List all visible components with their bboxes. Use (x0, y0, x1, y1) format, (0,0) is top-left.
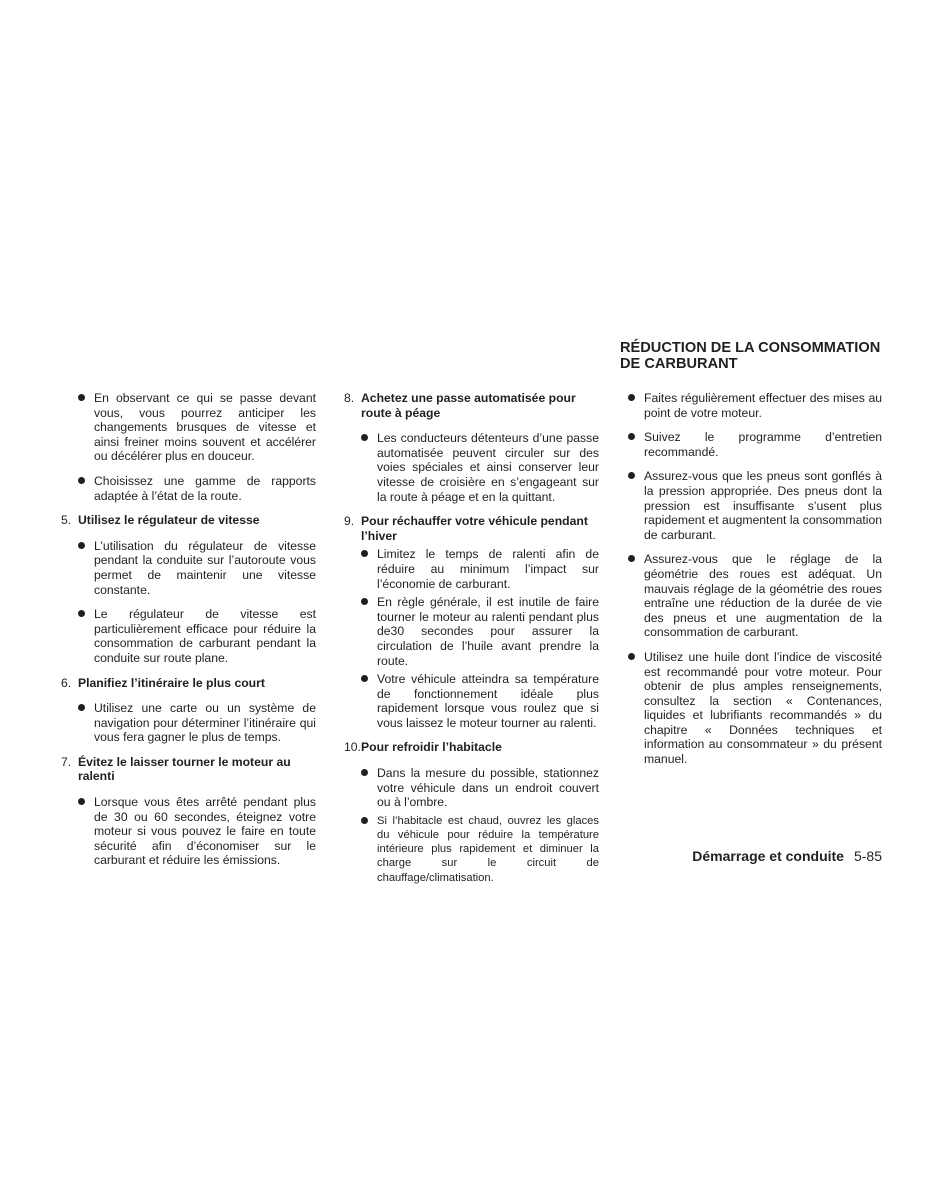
bullet-icon (628, 653, 635, 660)
bullet-item: Suivez le programme d’entretien recommandé. (628, 430, 882, 459)
bullet-item: L’utilisation du régulateur de vitesse pendant la conduite sur l’autoroute vous permet de maintenir une vitesse constante. (78, 539, 316, 597)
bullet-item: En observant ce qui se passe devant vous, vous pourrez anticiper les changements brusques de vitesse et ainsi freiner moins souvent et accélérer ou décélérer plus en douceur. (78, 391, 316, 464)
bullet-icon (78, 704, 85, 711)
bullet-icon (78, 798, 85, 805)
page-number: 5-85 (853, 848, 882, 864)
numbered-heading: 6. Planifiez l’itinéraire le plus court (61, 675, 265, 690)
bullet-icon (361, 817, 368, 824)
bullet-icon (628, 555, 635, 562)
numbered-heading: 8. Achetez une passe automatisée pour route à péage (344, 391, 576, 420)
numbered-heading: 5. Utilisez le régulateur de vitesse (61, 513, 260, 528)
bullet-icon (361, 550, 368, 557)
bullet-item: Limitez le temps de ralenti afin de réduire au minimum l’impact sur l’économie de carburant. (361, 547, 599, 591)
bullet-item: Votre véhicule atteindra sa température de fonctionnement idéale plus rapidement lorsque vous roulez que si vous laissez le moteur tourner au ralenti. (361, 672, 599, 730)
bullet-icon (628, 394, 635, 401)
bullet-item: Assurez-vous que le réglage de la géométrie des roues est adéquat. Un mauvais réglage de la géométrie des roues entraîne une réduction de la durée de vie des pneus et une augmentation de la consommation de carburant. (628, 552, 882, 640)
column-right (628, 391, 882, 777)
bullet-item: Si l’habitacle est chaud, ouvrez les glaces du véhicule pour réduire la température intérieure plus rapidement et diminuer la charge sur le circuit de chauffage/climatisation. (361, 814, 599, 885)
bullet-icon (361, 675, 368, 682)
bullet-icon (78, 610, 85, 617)
column-left (61, 391, 316, 878)
numbered-heading: 7. Évitez le laisser tourner le moteur au ralenti (61, 754, 291, 784)
bullet-item: Utilisez une carte ou un système de navigation pour déterminer l’itinéraire qui vous fera gagner le plus de temps. (78, 701, 316, 745)
bullet-item: Les conducteurs détenteurs d’une passe automatisée peuvent circuler sur des voies spéciales et ainsi conserver leur vitesse de croisière en s’engageant sur la route à péage et en la quittant. (361, 431, 599, 504)
numbered-heading: 10. Pour refroidir l’habitacle (344, 740, 502, 755)
bullet-item: Choisissez une gamme de rapports adaptée à l’état de la route. (78, 474, 316, 503)
bullet-item: Le régulateur de vitesse est particulièrement efficace pour réduire la consommation de carburant pendant la conduite sur route plane. (78, 607, 316, 665)
numbered-heading: 9. Pour réchauffer votre véhicule pendant l’hiver (344, 514, 588, 543)
bullet-icon (361, 434, 368, 441)
bullet-icon (78, 477, 85, 484)
bullet-icon (361, 598, 368, 605)
column-middle (344, 391, 599, 895)
bullet-item: Utilisez une huile dont l’indice de viscosité est recommandé pour votre moteur. Pour obtenir de plus amples renseignements, consultez la section « Contenances, liquides et lubrifiants recommandés » du chapitre « Données techniques et information au consommateur » du présent manuel. (628, 650, 882, 767)
bullet-icon (78, 394, 85, 401)
bullet-item: Dans la mesure du possible, stationnez votre véhicule dans un endroit couvert ou à l’ombre. (361, 766, 599, 810)
bullet-icon (628, 433, 635, 440)
page-footer (660, 848, 882, 864)
footer-section-title: Démarrage et conduite (692, 848, 844, 864)
bullet-icon (361, 769, 368, 776)
bullet-icon (628, 472, 635, 479)
bullet-item: En règle générale, il est inutile de faire tourner le moteur au ralenti pendant plus de30 secondes pour assurer la circulation de l’huile avant prendre la route. (361, 595, 599, 668)
bullet-item: Assurez-vous que les pneus sont gonflés à la pression appropriée. Des pneus dont la pression est insuffisante s’usent plus rapidement et augmentent la consommation de carburant. (628, 469, 882, 542)
bullet-item: Lorsque vous êtes arrêté pendant plus de 30 ou 60 secondes, éteignez votre moteur si vous pouvez le faire en toute sécurité afin d’économiser sur le carburant et réduire les émissions. (78, 795, 316, 868)
bullet-icon (78, 542, 85, 549)
section-heading: RÉDUCTION DE LA CONSOMMATION DE CARBURANT (620, 340, 881, 372)
bullet-item: Faites régulièrement effectuer des mises au point de votre moteur. (628, 391, 882, 420)
